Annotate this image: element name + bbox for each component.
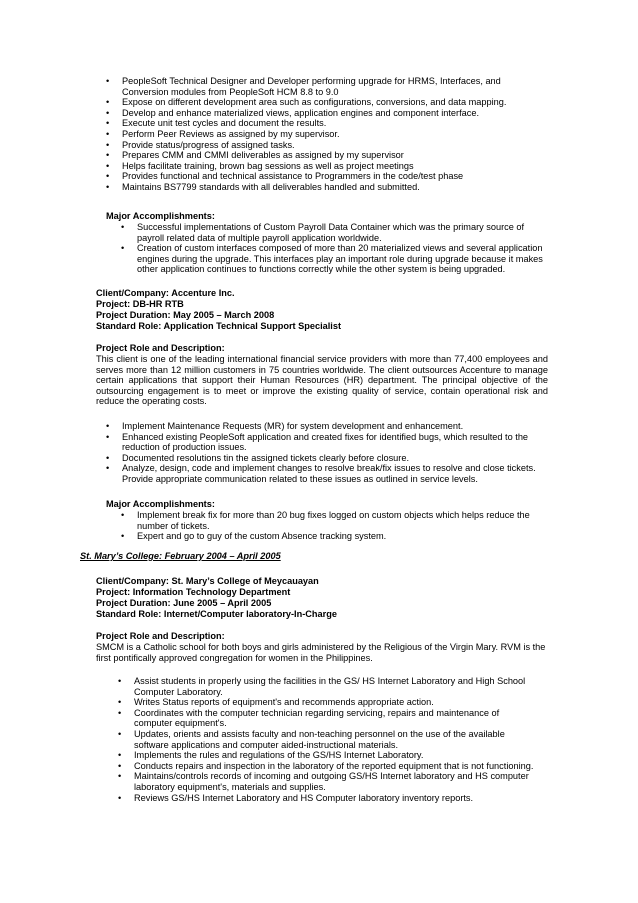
standard-role: Standard Role: Application Technical Support Specialist — [96, 321, 342, 331]
list-item: • PeopleSoft Technical Designer and Developer performing upgrade for HRMS, Interfaces, and Conversion modules from PeopleSoft HCM 8.8 to 9.0 — [106, 76, 530, 97]
list-item: • Conducts repairs and inspection in the laboratory of the reported equipment that is not functioning. — [118, 761, 538, 772]
list-item: • Coordinates with the computer technician regarding servicing, repairs and maintenance of computer equipment's. — [118, 708, 538, 729]
smcm-duties-list — [118, 676, 538, 803]
list-item: • Expert and go to guy of the custom Absence tracking system. — [121, 531, 549, 542]
project-name: Project: DB-HR RTB — [96, 299, 184, 309]
list-item: • Execute unit test cycles and document the results. — [106, 118, 530, 129]
list-item: • Helps facilitate training, brown bag sessions as well as project meetings — [106, 161, 530, 172]
list-item: • Reviews GS/HS Internet Laboratory and HS Computer laboratory inventory reports. — [118, 793, 538, 804]
project-duration: Project Duration: June 2005 – April 2005 — [96, 598, 272, 608]
accomplishments-heading: Major Accomplishments: — [106, 211, 215, 221]
client-company: Client/Company: Accenture Inc. — [96, 288, 235, 298]
accomplishments-list — [121, 222, 549, 275]
accomplishments-heading: Major Accomplishments: — [106, 499, 215, 509]
list-item: • Assist students in properly using the facilities in the GS/ HS Internet Laboratory and High School Computer Laboratory. — [118, 676, 538, 697]
list-item: • Expose on different development area such as configurations, conversions, and data mapping. — [106, 97, 530, 108]
list-item: • Provides functional and technical assistance to Programmers in the code/test phase — [106, 171, 530, 182]
list-item: • Documented resolutions tin the assigned tickets clearly before closure. — [106, 453, 550, 464]
list-item: • Develop and enhance materialized views, application engines and component interface. — [106, 108, 530, 119]
employer-heading: St. Mary’s College: February 2004 – April 2005 — [80, 551, 281, 561]
list-item: • Writes Status reports of equipment's and recommends appropriate action. — [118, 697, 538, 708]
list-item: • Creation of custom interfaces composed of more than 20 materialized views and several application engines during the upgrade. This interfaces play an important role during upgrade because it makes other application continues to functions correctly while the other system is being upgraded. — [121, 243, 549, 275]
accomplishments-list — [121, 510, 549, 542]
list-item: • Perform Peer Reviews as assigned by my supervisor. — [106, 129, 530, 140]
list-item: • Provide status/progress of assigned tasks. — [106, 140, 530, 151]
accenture-duties-list — [106, 421, 550, 485]
list-item: • Implement break fix for more than 20 bug fixes logged on custom objects which helps reduce the number of tickets. — [121, 510, 549, 531]
list-item: • Updates, orients and assists faculty and non-teaching personnel on the use of the available software applications and computer aided-instructional materials. — [118, 729, 538, 750]
list-item: • Maintains/controls records of incoming and outgoing GS/HS Internet laboratory and HS computer laboratory equipment's, materials and supplies. — [118, 771, 538, 792]
list-item: • Enhanced existing PeopleSoft application and created fixes for identified bugs, which resulted to the reduction of production issues. — [106, 432, 550, 453]
role-description: SMCM is a Catholic school for both boys and girls administered by the Religious of the Virgin Mary. RVM is the first pontifically approved congregation for women in the Philippines. — [96, 642, 546, 663]
list-item: • Maintains BS7799 standards with all deliverables handled and submitted. — [106, 182, 530, 193]
role-description-heading: Project Role and Description: — [96, 631, 225, 641]
client-company: Client/Company: St. Mary’s College of Meycauayan — [96, 576, 319, 586]
list-item: • Successful implementations of Custom Payroll Data Container which was the primary source of payroll related data of multiple payroll application worldwide. — [121, 222, 549, 243]
role-description: This client is one of the leading international financial service providers with more than 77,400 employees and serves more than 12 million customers in 75 countries worldwide. The client outsources Accenture to manage certain applications that support their Human Resources (HR) department. The principal objective of the outsourcing engagement is to meet or improve the existing quality of service, contain operational risk and reduce the operating costs. — [96, 354, 548, 407]
list-item: • Analyze, design, code and implement changes to resolve break/fix issues to resolve and close tickets. Provide appropriate communication related to these issues as outlined in service levels. — [106, 463, 550, 484]
project-name: Project: Information Technology Department — [96, 587, 291, 597]
list-item: • Implement Maintenance Requests (MR) for system development and enhancement. — [106, 421, 550, 432]
project-duration: Project Duration: May 2005 – March 2008 — [96, 310, 275, 320]
standard-role: Standard Role: Internet/Computer laboratory-In-Charge — [96, 609, 337, 619]
role-description-heading: Project Role and Description: — [96, 343, 225, 353]
list-item: • Prepares CMM and CMMI deliverables as assigned by my supervisor — [106, 150, 530, 161]
responsibilities-list — [106, 76, 530, 193]
list-item: • Implements the rules and regulations of the GS/HS Internet Laboratory. — [118, 750, 538, 761]
